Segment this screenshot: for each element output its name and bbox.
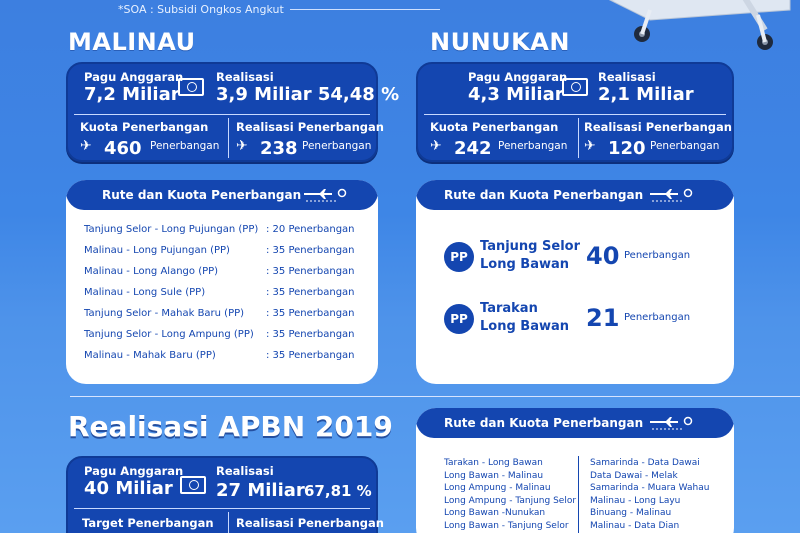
malinau-kuota-unit: Penerbangan	[150, 140, 220, 152]
malinau-realisasi-label: Realisasi	[216, 70, 274, 84]
list-item: Malinau - Long Layu	[590, 495, 681, 506]
list-item: Long Ampung - Malinau	[444, 483, 551, 493]
nunukan-realisasi-value: 2,1 Miliar	[598, 84, 694, 105]
nunukan-pagu-value: 4,3 Miliar	[468, 84, 564, 105]
section-divider	[70, 396, 800, 397]
route-header	[66, 180, 378, 210]
money-icon	[178, 78, 204, 96]
card-divider	[228, 118, 229, 158]
route-plane-icon	[302, 185, 348, 205]
pp-route-name: Tarakan Long Bawan	[480, 301, 570, 334]
list-item: Long Bawan - Malinau	[444, 470, 544, 481]
nunukan-route-card	[416, 180, 734, 384]
apbn-realisasi-value: 27 Miliar	[216, 480, 305, 501]
apbn-stat-card	[66, 456, 384, 533]
apbn-title: Realisasi APBN 2019	[68, 410, 393, 443]
malinau-title: MALINAU	[68, 28, 196, 56]
column-divider	[578, 456, 579, 533]
pp-badge: PP	[444, 304, 474, 334]
apbn-realisasi-label: Realisasi	[216, 464, 274, 478]
nunukan-kuota-label: Kuota Penerbangan	[430, 120, 559, 134]
apbn-route-title: Rute dan Kuota Penerbangan	[444, 416, 644, 430]
list-item: Long Bawan -Nunukan	[444, 508, 546, 518]
pp-badge: PP	[444, 242, 474, 272]
nunukan-real-pen-value: 120	[608, 138, 646, 159]
list-item: Data Dawai - Melak	[590, 470, 678, 481]
apbn-target-label: Target Penerbangan	[82, 516, 214, 530]
nunukan-kuota-value: 242	[454, 138, 492, 159]
apbn-pagu-value: 40 Miliar	[84, 478, 173, 499]
pp-route-name: Tanjung Selor Long Bawan	[480, 239, 580, 272]
nunukan-title: NUNUKAN	[430, 28, 570, 56]
apbn-route-list-right	[590, 457, 709, 532]
apbn-pagu-label: Pagu Anggaran	[84, 464, 184, 478]
nunukan-route-title: Rute dan Kuota Penerbangan	[444, 188, 644, 202]
card-divider	[424, 114, 726, 115]
apbn-route-list-left	[444, 457, 576, 532]
airplane-illustration-icon	[590, 0, 800, 60]
malinau-pagu-value: 7,2 Miliar	[84, 84, 180, 105]
malinau-real-pen-value: 238	[260, 138, 298, 159]
malinau-realisasi-value: 3,9 Miliar 54,48 %	[216, 84, 400, 105]
pp-count: 21	[586, 304, 620, 332]
plane-icon: ✈	[430, 138, 442, 154]
malinau-real-pen-label: Realisasi Penerbangan	[236, 120, 384, 134]
nunukan-stat-card	[416, 62, 734, 162]
malinau-real-pen-unit: Penerbangan	[302, 140, 372, 152]
malinau-route-card: Rute dan Kuota Penerbangan Tanjung Selor - Long Pujungan (PP) : 20 Penerbangan Malinau - Long Pujungan (PP) : 35 Penerbangan Malinau - Long Alango (PP) : 35 Penerbangan Malinau - Long Sule (PP) : 35 Penerbangan Tanjung Selor - Mahak Baru (PP) : 35 Penerbangan Tanjung Selor - Long Ampung (PP) : 35 Penerbangan Malinau - Mahak Baru (PP) : 35 Penerbangan	[66, 180, 378, 384]
route-header	[416, 408, 734, 438]
nunukan-real-pen-label: Realisasi Penerbangan	[584, 120, 732, 134]
pp-unit: Penerbangan	[624, 312, 691, 323]
malinau-pagu-label: Pagu Anggaran	[84, 70, 184, 84]
nunukan-pagu-label: Pagu Anggaran	[468, 70, 568, 84]
card-divider	[74, 114, 370, 115]
malinau-route-title: Rute dan Kuota Penerbangan	[102, 188, 302, 202]
plane-icon: ✈	[236, 138, 248, 154]
apbn-percent: 67,81 %	[304, 482, 372, 500]
list-item: Malinau - Data Dian	[590, 520, 680, 531]
list-item: Samarinda - Data Dawai	[590, 458, 700, 468]
malinau-kuota-label: Kuota Penerbangan	[80, 120, 209, 134]
list-item: Binuang - Malinau	[590, 508, 672, 518]
soa-note: *SOA : Subsidi Ongkos Angkut	[118, 3, 284, 16]
note-divider	[290, 9, 440, 10]
list-item: Tarakan - Long Bawan	[444, 458, 543, 468]
plane-icon: ✈	[584, 138, 596, 154]
card-divider	[228, 512, 229, 533]
list-item: Long Bawan - Tanjung Selor	[444, 520, 569, 531]
route-plane-icon	[648, 413, 694, 433]
money-icon	[180, 476, 206, 494]
card-divider	[578, 118, 579, 158]
malinau-stat-card	[66, 62, 400, 162]
pp-unit: Penerbangan	[624, 250, 691, 261]
route-plane-icon	[648, 185, 694, 205]
route-header	[416, 180, 734, 210]
nunukan-real-pen-unit: Penerbangan	[650, 140, 720, 152]
nunukan-kuota-unit: Penerbangan	[498, 140, 568, 152]
card-divider	[74, 508, 370, 509]
apbn-real-pen-label: Realisasi Penerbangan	[236, 516, 384, 530]
pp-count: 40	[586, 242, 620, 270]
malinau-kuota-value: 460	[104, 138, 142, 159]
plane-icon: ✈	[80, 138, 92, 154]
money-icon	[562, 78, 588, 96]
list-item: Samarinda - Muara Wahau	[590, 483, 710, 493]
list-item: Long Ampung - Tanjung Selor	[444, 495, 577, 506]
nunukan-realisasi-label: Realisasi	[598, 70, 656, 84]
